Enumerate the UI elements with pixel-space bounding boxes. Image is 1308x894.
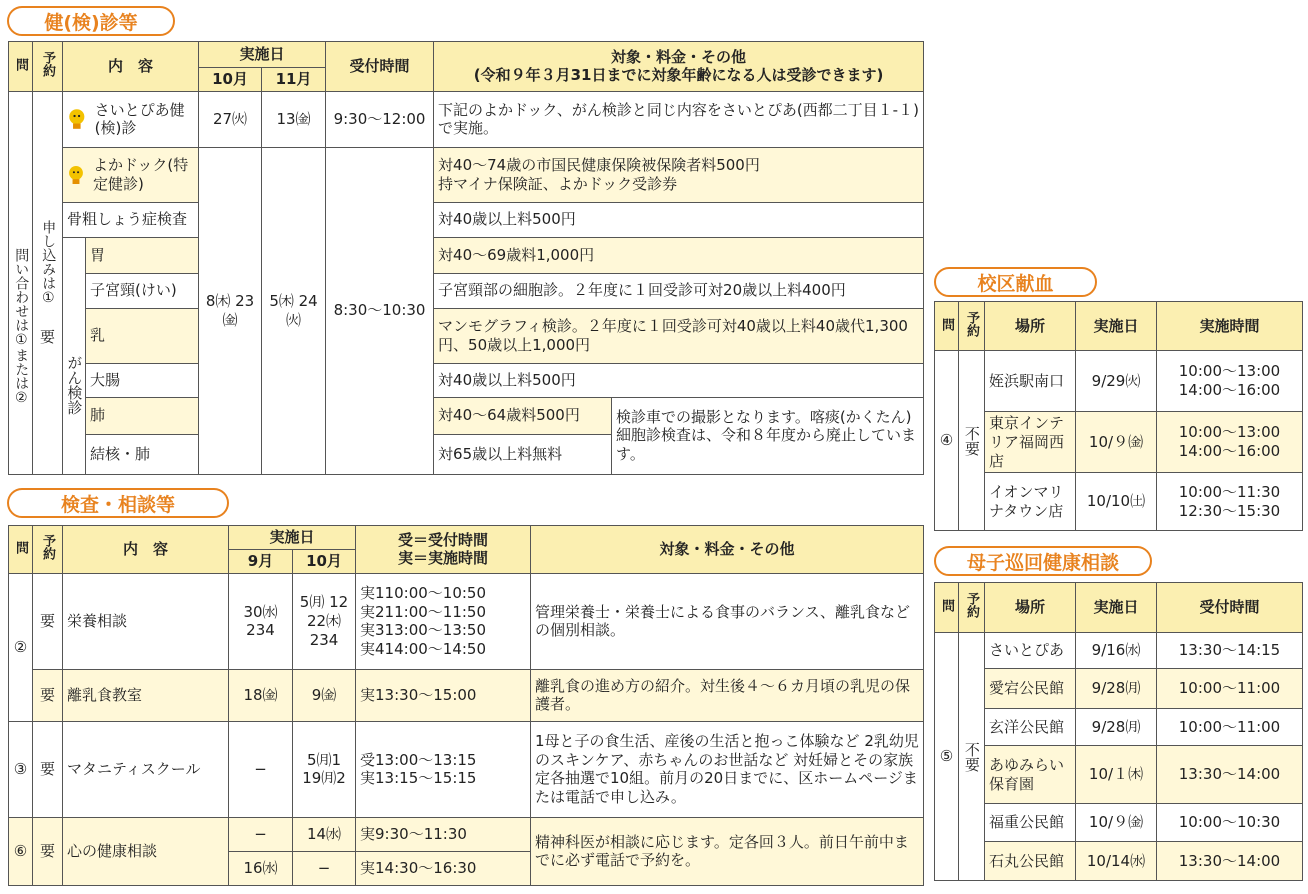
row-place: 福重公民館 [985,804,1076,842]
header-jisshi: 実施日 [199,42,326,68]
row-date: 10/１㈭ [1076,746,1157,804]
r4-ta: 実9:30〜11:30 [356,817,531,851]
r4-note: 精神科医が相談に応じます。定各回３人。前日午前中までに必ず電話で予約を。 [531,817,924,885]
r9-name: 結核・肺 [86,434,199,474]
r7-note: 対40歳以上料500円 [434,363,924,397]
row-date: 9/28㈪ [1076,669,1157,709]
r8-note: 対40〜64歳料500円 [434,397,612,434]
r3-d1: − [229,721,293,817]
common-time: 8:30〜10:30 [326,147,434,474]
r4-tb: 実14:30〜16:30 [356,851,531,885]
r4-yo: 要 [33,817,63,885]
r8-name: 肺 [86,397,199,434]
r1-note: 管理栄養士・栄養士による食事のバランス、離乳食などの個別相談。 [531,573,924,669]
row-time: 10:00〜13:00 14:00〜16:00 [1157,351,1303,412]
row-date: 10/９㈮ [1076,804,1157,842]
row-place: イオンマリナタウン店 [985,473,1076,531]
header-date: 実施日 [1076,583,1157,633]
boshi-table [934,582,1303,881]
row-date: 10/14㈬ [1076,842,1157,881]
header-month-10: 10月 [293,550,356,574]
header-time: 実施時間 [1157,302,1303,351]
header-yoyaku: 予約 [33,526,63,574]
r3-yo: 要 [33,721,63,817]
toi-6: ⑥ [9,817,33,885]
r1-times: 実110:00〜10:50 実211:00〜11:50 実313:00〜13:50 実414:00〜14:50 [356,573,531,669]
header-taisho: 対象・料金・その他 [531,526,924,574]
header-yoyaku: 予約 [33,42,63,92]
r3-times: 受13:00〜13:15 実13:15〜15:15 [356,721,531,817]
r3-note: 1母と子の食生活、産後の生活と抱っこ体験など 2乳幼児のスキンケア、赤ちゃんのお世話など 対妊婦とその家族定各抽選で10組。前月の20日までに、区ホームページまたは電話で申し込み。 [531,721,924,817]
moushikomi-label: 申し込みは① [40,220,57,307]
mascot-icon [67,160,85,190]
header-taisho: 対象・料金・その他 (令和９年３月31日までに対象年齢になる人は受診できます) [434,42,924,92]
header-toi: 問 [9,42,33,92]
section-title-kensa: 検査・相談等 [7,488,229,518]
r4-d1b: 16㈬ [229,851,293,885]
row-time: 10:00〜11:30 12:30〜15:30 [1157,473,1303,531]
row-time: 13:30〜14:15 [1157,633,1303,669]
header-naiyo: 内 容 [63,42,199,92]
row-date: 10/９㈮ [1076,412,1157,473]
r4-note: 対40〜69歳料1,000円 [434,237,924,273]
row-time: 10:00〜10:30 [1157,804,1303,842]
r5-note: 子宮頸部の細胞診。２年度に１回受診可対20歳以上料400円 [434,273,924,308]
toi-5: ⑤ [935,633,959,881]
yo-label: 要 [39,328,55,347]
r7-name: 大腸 [86,363,199,397]
r1-d2: 5㈪ 12 22㈭ 234 [293,573,356,669]
r1-note: 下記のよかドック、がん検診と同じ内容をさいとぴあ(西都二丁目１-１)で実施。 [434,91,924,147]
r1-d2: 13㈮ [262,91,326,147]
toi-cell: 問い合わせは①または② [9,91,33,474]
r4-name: 胃 [86,237,199,273]
header-jisshi: 実施日 [229,526,356,550]
row-time: 10:00〜11:00 [1157,709,1303,746]
header-toi: 問 [935,583,959,633]
row-date: 10/10㈯ [1076,473,1157,531]
r2-note: 対40〜74歳の市国民健康保険被保険者料500円 持マイナ保険証、よかドック受診券 [434,147,924,202]
r2-note: 離乳食の進め方の紹介。対生後４〜６カ月頃の乳児の保護者。 [531,669,924,721]
header-time: 受付時間 [1157,583,1303,633]
mascot-icon [67,104,87,134]
header-toi: 問 [935,302,959,351]
r4-d2b: − [293,851,356,885]
r2-name: 離乳食教室 [63,669,229,721]
r3-note: 対40歳以上料500円 [434,202,924,237]
header-yoyaku: 予約 [959,302,985,351]
r1-name: 栄養相談 [63,573,229,669]
row-place: あゆみらい保育園 [985,746,1076,804]
fuyo-label: 不要 [959,351,985,531]
toi-4: ④ [935,351,959,531]
fuyo-label: 不要 [959,633,985,881]
header-month-10: 10月 [199,68,262,92]
row-place: さいとぴあ [985,633,1076,669]
r1-d1: 27㈫ [199,91,262,147]
row-place: 東京インテリア福岡西店 [985,412,1076,473]
header-place: 場所 [985,302,1076,351]
header-naiyo: 内 容 [63,526,229,574]
row-place: 愛宕公民館 [985,669,1076,709]
yo-cell [33,91,63,474]
row-place: 石丸公民館 [985,842,1076,881]
r6-note: マンモグラフィ検診。２年度に１回受診可対40歳以上料40歳代1,300円、50歳以上1,000円 [434,308,924,363]
r4-d1a: − [229,817,293,851]
section-title-kenshin: 健(検)診等 [7,6,175,36]
row-time: 10:00〜13:00 14:00〜16:00 [1157,412,1303,473]
kensa-table [8,525,924,886]
header-yoyaku: 予約 [959,583,985,633]
kenshin-yokadock-name: よかドック(特定健診) [63,147,199,202]
toi-3: ③ [9,721,33,817]
r4-name: 心の健康相談 [63,817,229,885]
header-month-11: 11月 [262,68,326,92]
r6-name: 乳 [86,308,199,363]
r2-d2: 9㈮ [293,669,356,721]
toi-2: ② [9,573,33,721]
kenshin-saitopia-name: さいとぴあ健(検)診 [63,91,199,147]
header-uketsuke: 受付時間 [326,42,434,92]
header-toi: 問 [9,526,33,574]
header-date: 実施日 [1076,302,1157,351]
r9-note: 対65歳以上料無料 [434,434,612,474]
row-place: 姪浜駅南口 [985,351,1076,412]
r2-time: 実13:30〜15:00 [356,669,531,721]
section-title-boshi: 母子巡回健康相談 [934,546,1152,576]
kenshin-table [8,41,924,475]
r2-yo: 要 [33,669,63,721]
r1-d1: 30㈬ 234 [229,573,293,669]
row-place: 玄洋公民館 [985,709,1076,746]
row-time: 13:30〜14:00 [1157,746,1303,804]
row-time: 13:30〜14:00 [1157,842,1303,881]
common-d1: 8㈭ 23㈮ [199,147,262,474]
r1-yo: 要 [33,573,63,669]
row-date: 9/29㈫ [1076,351,1157,412]
r2-d1: 18㈮ [229,669,293,721]
row-time: 10:00〜11:00 [1157,669,1303,709]
section-title-kenketsu: 校区献血 [934,267,1097,297]
r3-d2: 5㈪1 19㈪2 [293,721,356,817]
gan-label: がん検診 [63,237,86,474]
header-month-9: 9月 [229,550,293,574]
r3-name: マタニティスクール [63,721,229,817]
row-date: 9/28㈪ [1076,709,1157,746]
r3-name: 骨粗しょう症検査 [63,202,199,237]
lung-note: 検診車での撮影となります。喀痰(かくたん)細胞診検査は、令和８年度から廃止しています。 [612,397,924,474]
row-date: 9/16㈬ [1076,633,1157,669]
header-uketsuke: 受＝受付時間 実＝実施時間 [356,526,531,574]
common-d2: 5㈭ 24㈫ [262,147,326,474]
r5-name: 子宮頸(けい) [86,273,199,308]
r1-time: 9:30〜12:00 [326,91,434,147]
r4-d2a: 14㈬ [293,817,356,851]
header-place: 場所 [985,583,1076,633]
kenketsu-table [934,301,1303,531]
